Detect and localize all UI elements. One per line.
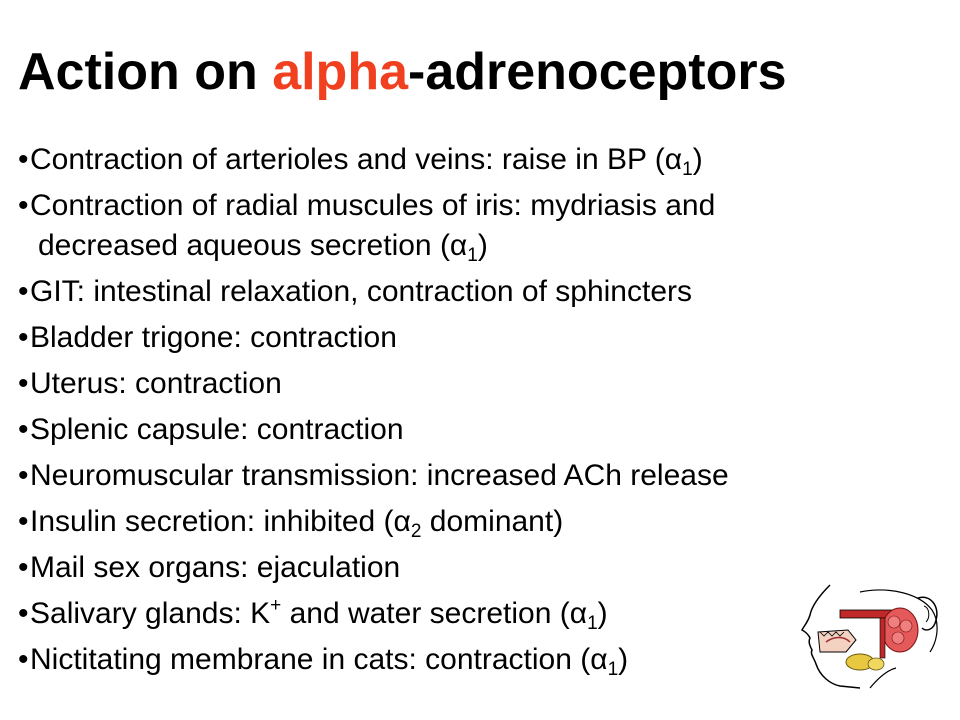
list-item-insulin: [18, 502, 729, 542]
item-text: Neuromuscular transmission: increased ACh release: [30, 459, 729, 492]
item-text: GIT: intestinal relaxation, contraction of sphincters: [30, 275, 692, 308]
item-text-after: ): [597, 597, 608, 630]
list-item-bladder: [18, 318, 729, 358]
item-text: Splenic capsule: contraction: [30, 413, 404, 446]
subscript: 1: [682, 159, 693, 180]
item-text: Nictitating membrane in cats: contraction (α: [30, 643, 608, 676]
list-item-git: [18, 272, 729, 312]
list-item-arterioles: [18, 140, 729, 180]
item-text: Mail sex organs: ejaculation: [30, 551, 401, 584]
item-text-after: dominant): [421, 505, 564, 538]
item-text: decreased aqueous secretion (α: [38, 229, 468, 262]
title-part1: Action on: [18, 43, 273, 101]
bullet: •: [18, 367, 29, 400]
superscript: +: [270, 595, 282, 616]
list-item-iris: [18, 186, 729, 226]
bullet: •: [18, 413, 29, 446]
subscript: 2: [410, 521, 422, 542]
item-text-after: ): [692, 143, 703, 176]
bullet-list: [18, 140, 729, 686]
item-text: Insulin secretion: inhibited (α: [30, 505, 411, 538]
list-item-uterus: [18, 364, 729, 404]
title-part2: -adrenoceptors: [408, 43, 787, 101]
bullet: •: [18, 189, 29, 222]
bullet: •: [18, 143, 29, 176]
subscript: 1: [467, 245, 478, 266]
bullet: •: [18, 459, 29, 492]
bullet: •: [18, 505, 29, 538]
list-item-neuromuscular: [18, 456, 729, 496]
item-text-after: ): [477, 229, 488, 262]
item-text: Bladder trigone: contraction: [30, 321, 397, 354]
salivary-glands-head-icon: [800, 580, 950, 690]
item-text-mid: and water secretion (α: [281, 597, 588, 630]
list-item-nictitating: [18, 640, 729, 680]
item-text: Contraction of radial muscules of iris: mydriasis and: [30, 189, 716, 222]
item-text: Uterus: contraction: [30, 367, 282, 400]
item-text: Contraction of arterioles and veins: raise in BP (α: [30, 143, 683, 176]
bullet: •: [18, 551, 29, 584]
bullet: •: [18, 275, 29, 308]
list-item-iris-continued: [18, 226, 729, 266]
bullet: •: [18, 597, 29, 630]
title-accent: alpha: [272, 43, 409, 101]
slide-title: [18, 36, 787, 108]
item-text: Salivary glands: K: [30, 597, 271, 630]
item-text-after: ): [618, 643, 629, 676]
subscript: 1: [587, 613, 598, 634]
bullet: •: [18, 321, 29, 354]
bullet: •: [18, 643, 29, 676]
list-item-splenic: [18, 410, 729, 450]
subscript: 1: [607, 659, 619, 680]
list-item-salivary: [18, 594, 729, 634]
list-item-sex-organs: [18, 548, 729, 588]
